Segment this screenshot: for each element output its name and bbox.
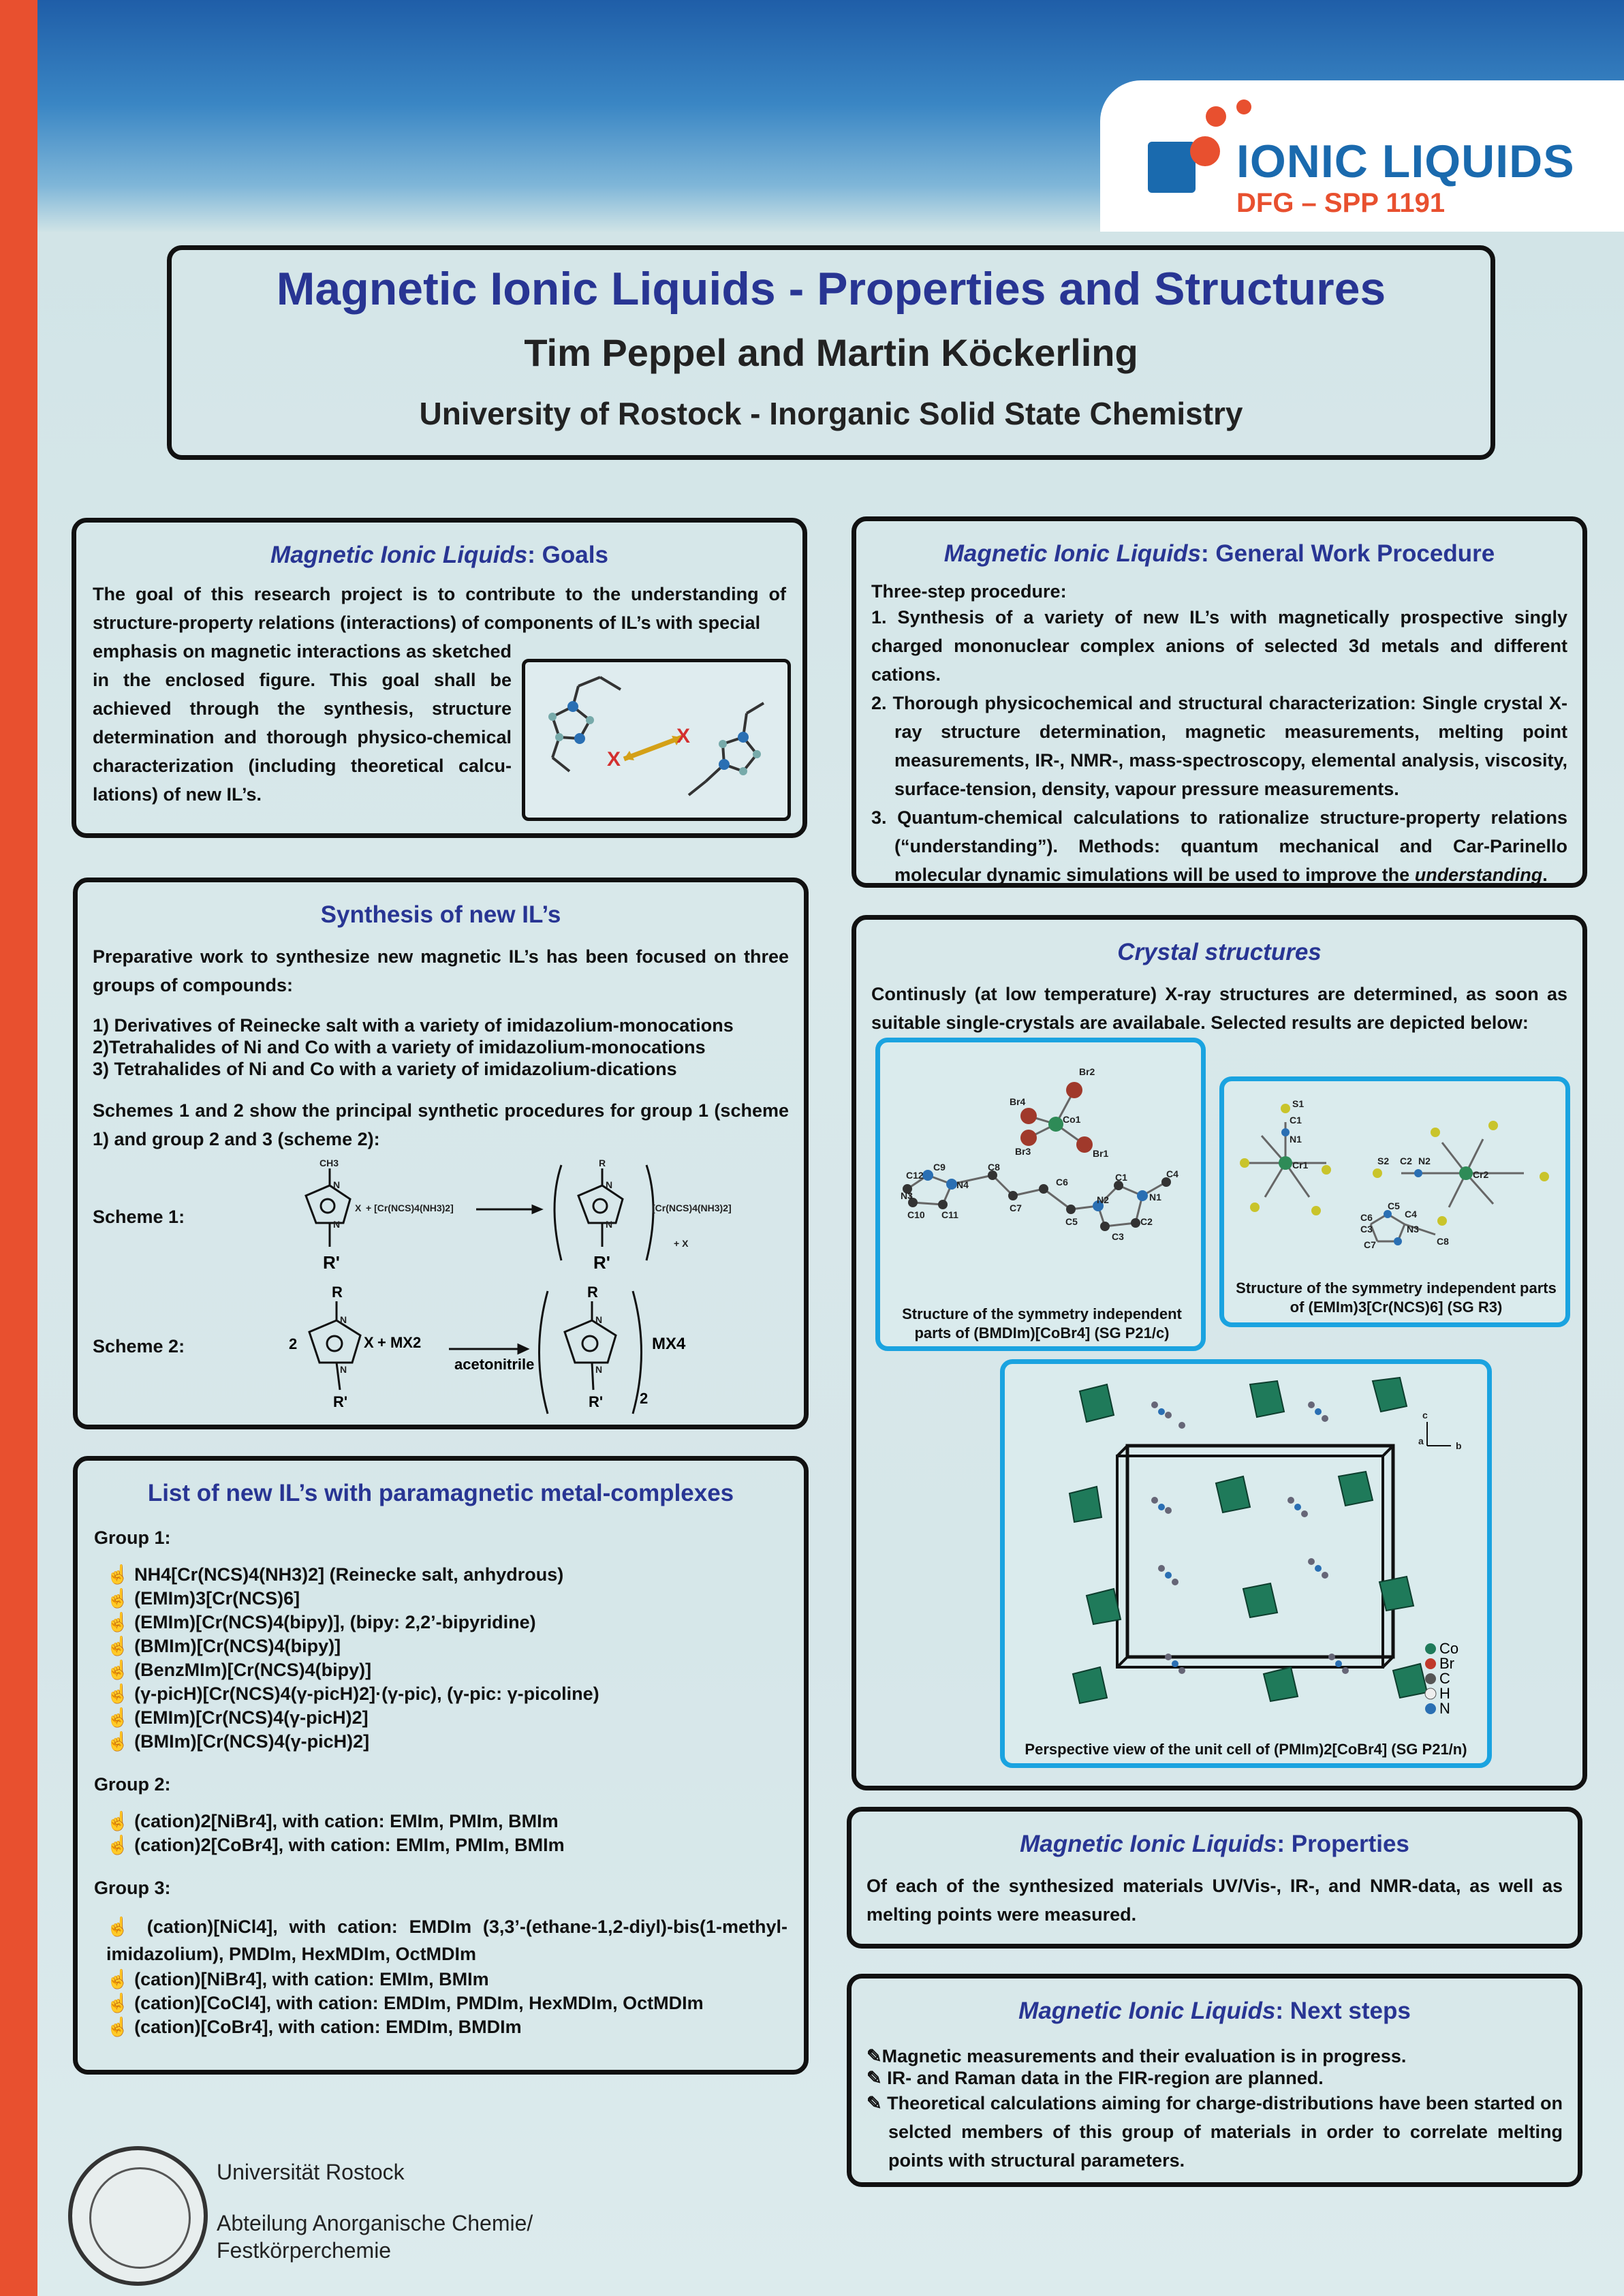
list-item: ☝ (cation)2[NiBr4], with cation: EMIm, PMIm, BMIm xyxy=(106,1811,559,1831)
group1-heading: Group 1: xyxy=(94,1527,171,1548)
axis-label: c xyxy=(1422,1410,1428,1421)
poster-title: Magnetic Ionic Liquids - Properties and Structures xyxy=(276,263,1386,315)
list-item: ☝ (cation)[CoBr4], with cation: EMDIm, BMDIm xyxy=(106,2017,522,2037)
list-item: ✎ IR- and Raman data in the FIR-region are planned. xyxy=(866,2068,1324,2088)
procedure-panel xyxy=(852,516,1587,888)
list-item: ☝ (BMIm)[Cr(NCS)4(γ-picH)2] xyxy=(106,1731,370,1752)
atom-label: C3 xyxy=(1360,1224,1373,1235)
atom-label: Br1 xyxy=(1093,1148,1109,1159)
goals-text-2: emphasis on magnetic interactions as sketched in the enclosed figure. This goal shall be achieved through the synthesis, structure determination and thorough physico-chemical characterization (including theoretical calcu-lations) of new IL’s. xyxy=(93,641,512,805)
x-label: X xyxy=(607,748,621,771)
synthesis-groups xyxy=(93,1014,789,1080)
group2-heading: Group 2: xyxy=(94,1774,171,1795)
procedure-heading: Three-step procedure: xyxy=(871,581,1067,602)
atom-label: Co1 xyxy=(1063,1114,1081,1125)
procedure-step-1: 1. Synthesis of a variety of new IL’s with magnetically prospective singly charged mononuclear complex anions of selected 3d metals and different cations. xyxy=(871,607,1567,685)
legend-label: N xyxy=(1439,1700,1450,1717)
logo-title: IONIC LIQUIDS xyxy=(1236,136,1575,187)
title-panel xyxy=(167,245,1495,460)
r-label: R xyxy=(332,1284,343,1301)
logo-dot-icon xyxy=(1190,136,1220,166)
group1-list xyxy=(106,1563,787,1754)
n-label: N xyxy=(595,1314,603,1325)
legend-label: H xyxy=(1439,1685,1450,1702)
atom-label: N2 xyxy=(1097,1194,1109,1205)
next-steps-panel xyxy=(847,1974,1582,2187)
footer-department-2: Festkörperchemie xyxy=(217,2238,392,2263)
atom-label: C5 xyxy=(1388,1200,1400,1211)
n-label: N xyxy=(333,1179,341,1190)
list-item: ☝ (cation)[CoCl4], with cation: EMDIm, PMDIm, HexMDIm, OctMDIm xyxy=(106,1993,704,2013)
synthesis-panel xyxy=(73,878,809,1429)
atom-label: Cr1 xyxy=(1292,1160,1309,1170)
atom-label: C8 xyxy=(1437,1236,1449,1247)
axis-label: a xyxy=(1418,1436,1424,1446)
poster-affiliation: University of Rostock - Inorganic Solid State Chemistry xyxy=(419,396,1243,431)
x-label: X xyxy=(364,1334,374,1351)
list-item: ☝ (cation)2[CoBr4], with cation: EMIm, PMIm, BMIm xyxy=(106,1835,565,1855)
rprime-label: R' xyxy=(593,1252,610,1273)
group3-list xyxy=(106,1913,787,2039)
procedure-step-2: 2. Thorough physicochemical and structural characterization: Single crystal X-ray structure determination, magnetic measurements, melting point measurements, IR-, NMR-, mass-spectroscopy, elemental analysis, viscosity, surface-tension, density, vapour pressure measurements. xyxy=(871,693,1567,799)
x-label: X xyxy=(355,1203,362,1213)
goals-title: Magnetic Ionic Liquids: Goals xyxy=(270,542,608,568)
crystal-caption-2: Structure of the symmetry independent parts of (EMIm)3[Cr(NCS)6] (SG R3) xyxy=(1236,1279,1557,1316)
atom-label: C3 xyxy=(1112,1231,1124,1242)
n-label: N xyxy=(606,1179,613,1190)
university-seal xyxy=(68,2146,208,2286)
atom-label: C8 xyxy=(988,1162,1000,1173)
atom-label: C7 xyxy=(1010,1203,1022,1213)
r-label: R xyxy=(599,1158,606,1168)
legend-label: Br xyxy=(1439,1655,1454,1672)
scheme1-label: Scheme 1: xyxy=(93,1207,185,1227)
list-item: 2)Tetrahalides of Ni and Co with a variety of imidazolium-monocations xyxy=(93,1037,706,1057)
atom-label: Br2 xyxy=(1079,1066,1095,1077)
atom-label: C12 xyxy=(906,1170,924,1181)
schemes-text: Schemes 1 and 2 show the principal synthetic procedures for group 1 (scheme 1) and group 2 and 3 (scheme 2): xyxy=(93,1100,789,1149)
atom-label: C1 xyxy=(1290,1115,1302,1126)
crystal-intro: Continusly (at low temperature) X-ray structures are determined, as soon as suitable single-crystals are availabale. Selected results are depicted below: xyxy=(871,984,1567,1033)
list-item: ☝ (EMIm)3[Cr(NCS)6] xyxy=(106,1588,300,1609)
atom-label: N1 xyxy=(1149,1192,1161,1203)
emim-crncs6-structure xyxy=(1224,1081,1565,1265)
list-panel xyxy=(73,1456,809,2075)
ch3-label: CH3 xyxy=(319,1158,339,1168)
atom-label: C7 xyxy=(1364,1239,1376,1250)
group3-heading: Group 3: xyxy=(94,1878,171,1898)
atom-label: S1 xyxy=(1292,1098,1305,1109)
subscript-label: 2 xyxy=(640,1390,649,1407)
legend-label: Co xyxy=(1439,1640,1459,1657)
atom-label: C1 xyxy=(1115,1172,1127,1183)
logo-subtitle: DFG – SPP 1191 xyxy=(1236,188,1446,218)
product-anion-label: [Cr(NCS)4(NH3)2] xyxy=(652,1203,732,1213)
list-item: ☝ (γ-picH)[Cr(NCS)4(γ-picH)2]·(γ-pic), (γ-pic: γ-picoline) xyxy=(106,1684,599,1704)
logo-dot-icon xyxy=(1206,106,1226,127)
crystal-caption-3: Perspective view of the unit cell of (PMIm)2[CoBr4] (SG P21/n) xyxy=(1025,1741,1467,1758)
n-label: N xyxy=(340,1314,347,1325)
r-label: R xyxy=(587,1284,598,1301)
list-title: List of new IL’s with paramagnetic metal-complexes xyxy=(147,1480,734,1506)
atom-label: N3 xyxy=(1407,1224,1419,1235)
list-item: ✎Magnetic measurements and their evaluation is in progress. xyxy=(866,2046,1407,2066)
coefficient-label: 2 xyxy=(289,1335,298,1352)
rprime-label: R' xyxy=(323,1252,340,1273)
atom-label: C6 xyxy=(1056,1177,1068,1188)
seal-ring-icon xyxy=(89,2167,191,2269)
n-label: N xyxy=(340,1364,347,1375)
crystal-figure-2 xyxy=(1219,1076,1570,1327)
goals-panel xyxy=(72,518,807,838)
goals-text-1: The goal of this research project is to contribute to the understanding of structure-property relations (interactions) of components of IL’s with special xyxy=(93,584,786,633)
goals-figure xyxy=(522,659,791,821)
atom-label: C4 xyxy=(1405,1209,1417,1220)
scheme2-diagram xyxy=(279,1281,755,1424)
scheme2-label: Scheme 2: xyxy=(93,1336,185,1356)
list-item: ☝ NH4[Cr(NCS)4(NH3)2] (Reinecke salt, anhydrous) xyxy=(106,1564,564,1585)
footer-university: Universität Rostock xyxy=(217,2160,405,2184)
synthesis-title: Synthesis of new IL’s xyxy=(320,901,561,928)
list-item: ☝ (BenzMIm)[Cr(NCS)4(bipy)] xyxy=(106,1660,372,1680)
atom-label: C2 xyxy=(1400,1155,1412,1166)
atom-label: C6 xyxy=(1360,1212,1373,1223)
atom-label: C11 xyxy=(941,1209,958,1220)
scheme1-diagram xyxy=(279,1158,755,1274)
left-accent-bar xyxy=(0,0,37,2296)
atom-label: C5 xyxy=(1065,1216,1078,1227)
properties-panel xyxy=(847,1807,1582,1949)
atom-label: N3 xyxy=(901,1190,913,1201)
x-label: X xyxy=(676,725,691,747)
list-item: ☝ (BMIm)[Cr(NCS)4(bipy)] xyxy=(106,1636,341,1656)
atom-label: S2 xyxy=(1377,1155,1390,1166)
product-label: MX4 xyxy=(652,1335,686,1353)
list-item: ☝ (EMIm)[Cr(NCS)4(bipy)], (bipy: 2,2’-bipyridine) xyxy=(106,1612,536,1632)
logo-dot-icon xyxy=(1236,99,1251,114)
n-label: N xyxy=(606,1219,613,1230)
footer-department: Abteilung Anorganische Chemie/ xyxy=(217,2211,533,2235)
atom-label: C10 xyxy=(907,1209,925,1220)
atom-label: C2 xyxy=(1140,1216,1153,1227)
atom-label: Br3 xyxy=(1015,1146,1031,1157)
crystal-figure-1 xyxy=(875,1038,1206,1351)
reagent-label: + [Cr(NCS)4(NH3)2] xyxy=(366,1203,454,1213)
next-steps-title: Magnetic Ionic Liquids: Next steps xyxy=(1018,1998,1411,2024)
unit-cell-figure xyxy=(1005,1364,1485,1718)
rprime-label: R' xyxy=(333,1393,348,1410)
list-item: ✎ Theoretical calculations aiming for charge-distributions have been started on selcted members of this group of materials in order to correlate melting points with structural parameters. xyxy=(866,2093,1563,2171)
procedure-title: Magnetic Ionic Liquids: General Work Procedure xyxy=(943,540,1495,567)
list-item: 1) Derivatives of Reinecke salt with a variety of imidazolium-monocations xyxy=(93,1015,734,1036)
bmdim-cobr4-structure xyxy=(880,1042,1200,1288)
n-label: N xyxy=(595,1364,603,1375)
atom-label: N1 xyxy=(1290,1134,1302,1145)
logo-ionic-liquids xyxy=(1100,80,1624,232)
procedure-step-3: 3. Quantum-chemical calculations to rationalize structure-property relations (“understanding”). Methods: quantum mechanical and Car-Parinello molecular dynamic simulations will be used to improve the understanding. xyxy=(871,807,1567,885)
poster-authors: Tim Peppel and Martin Köckerling xyxy=(524,331,1138,374)
logo-square-icon xyxy=(1148,142,1196,193)
atom-label: N2 xyxy=(1418,1155,1431,1166)
list-item: ☝ (EMIm)[Cr(NCS)4(γ-picH)2] xyxy=(106,1707,369,1728)
atom-label: C4 xyxy=(1166,1168,1178,1179)
atom-label: Br4 xyxy=(1010,1096,1026,1107)
properties-title: Magnetic Ionic Liquids: Properties xyxy=(1020,1831,1409,1857)
crystal-title: Crystal structures xyxy=(1117,939,1322,965)
atom-label: N4 xyxy=(956,1179,969,1190)
solvent-label: acetonitrile xyxy=(454,1356,535,1373)
properties-text: Of each of the synthesized materials UV/Vis-, IR-, and NMR-data, as well as melting points were measured. xyxy=(866,1876,1563,1925)
axis-label: b xyxy=(1456,1440,1462,1451)
next-steps-list xyxy=(866,2045,1563,2175)
atom-label: C9 xyxy=(933,1162,946,1173)
list-item: ☝ (cation)[NiBr4], with cation: EMIm, BMIm xyxy=(106,1969,489,1989)
atom-label: Cr2 xyxy=(1473,1169,1489,1180)
n-label: N xyxy=(333,1219,341,1230)
list-item: ☝ (cation)[NiCl4], with cation: EMDIm (3,3’-(ethane-1,2-diyl)-bis(1-methyl-imidazolium), PMDIm, HexMDIm, OctMDIm xyxy=(106,1917,787,1964)
synthesis-intro: Preparative work to synthesize new magnetic IL’s has been focused on three groups of compounds: xyxy=(93,946,789,995)
group2-list xyxy=(106,1810,787,1857)
crystal-figure-3 xyxy=(1000,1359,1492,1768)
byproduct-label: + X xyxy=(674,1238,689,1249)
imidazolium-pair-figure xyxy=(525,662,787,818)
reagent-label: + MX2 xyxy=(377,1334,422,1351)
rprime-label: R' xyxy=(589,1393,604,1410)
list-item: 3) Tetrahalides of Ni and Co with a variety of imidazolium-dications xyxy=(93,1059,677,1079)
crystal-caption-1: Structure of the symmetry independent parts of (BMDIm)[CoBr4] (SG P21/c) xyxy=(902,1305,1182,1341)
legend-label: C xyxy=(1439,1670,1450,1687)
